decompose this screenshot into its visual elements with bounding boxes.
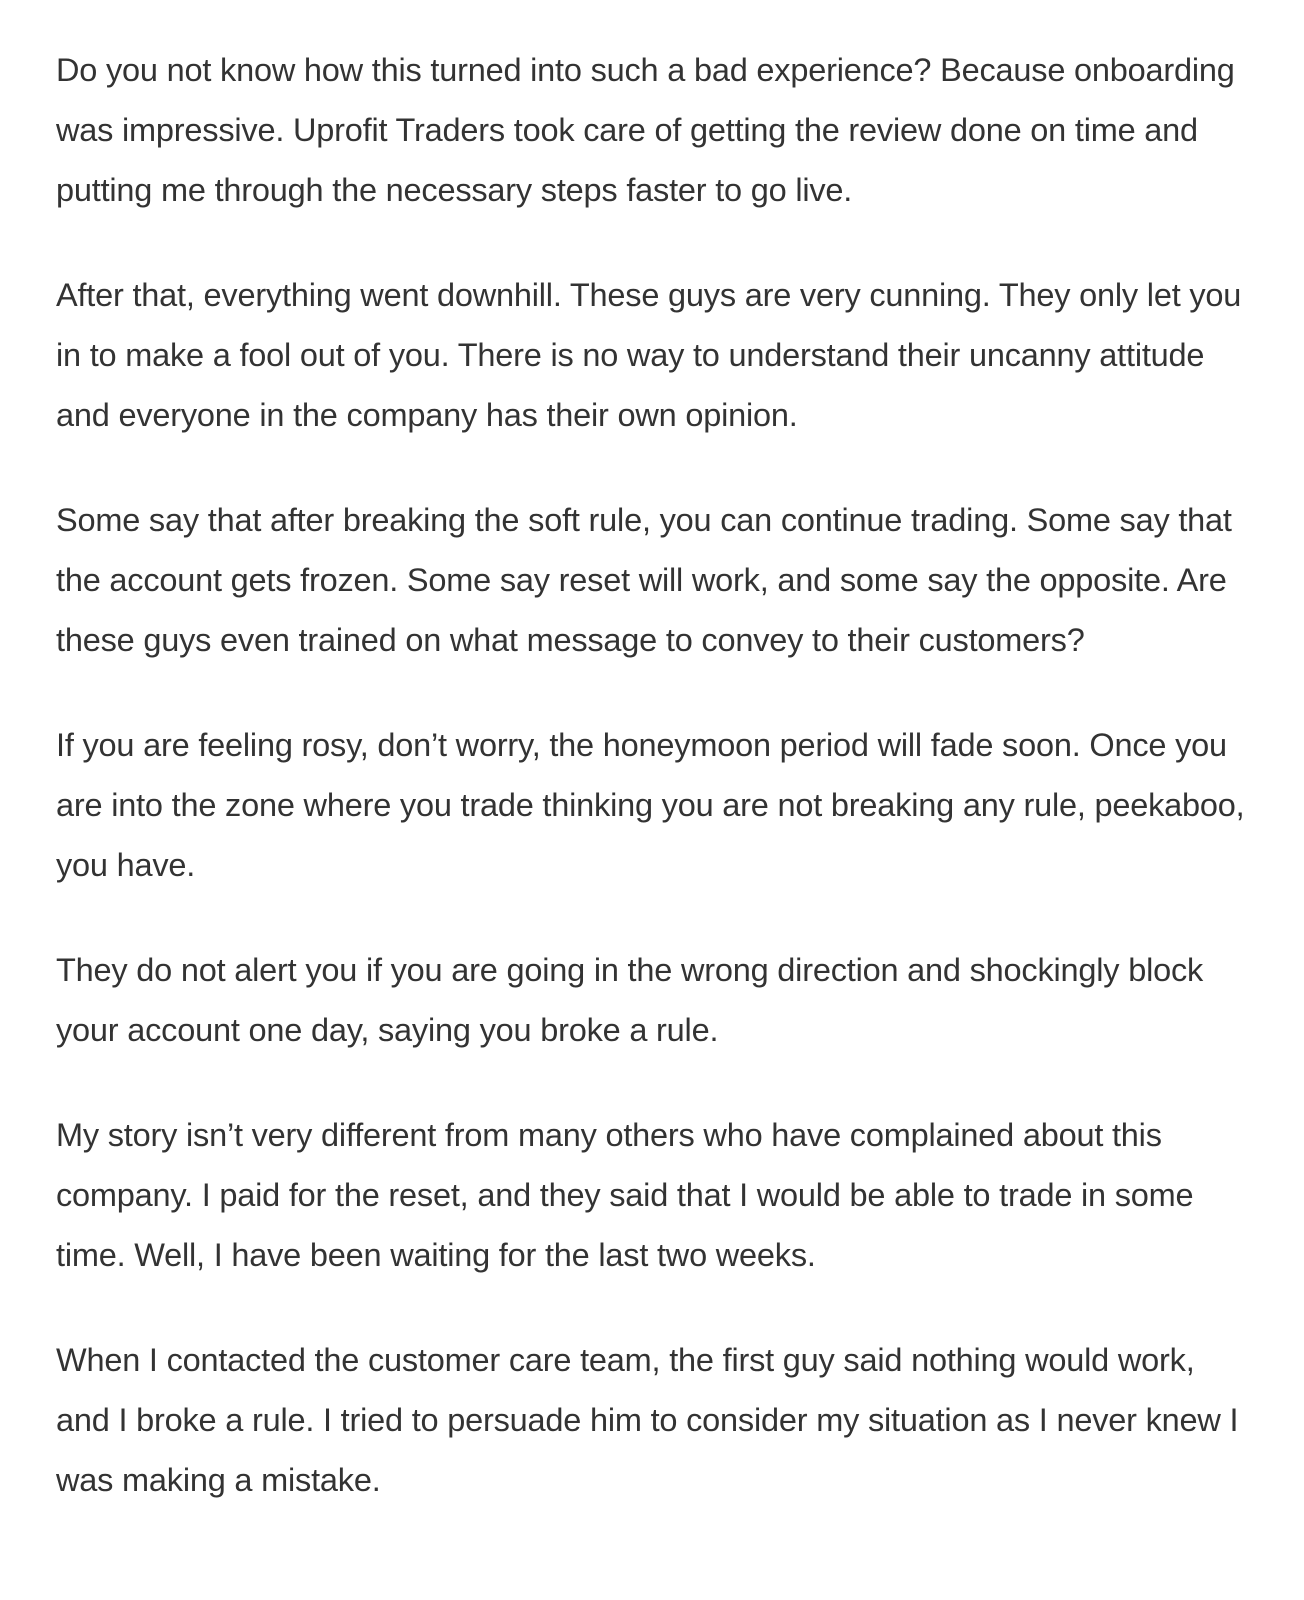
paragraph-onboarding: Do you not know how this turned into such a bad experience? Because onboarding was impressive. Uprofit Traders took care of getting the review done on time and putting me through the necessary steps faster to go live. bbox=[56, 52, 1235, 208]
article-body bbox=[56, 40, 1256, 1510]
paragraph-customer-care: When I contacted the customer care team, the first guy said nothing would work, and I broke a rule. I tried to persuade him to consider my situation as I never knew I was making a mistake. bbox=[56, 1342, 1239, 1498]
paragraph-soft-rule: Some say that after breaking the soft rule, you can continue trading. Some say that the account gets frozen. Some say reset will work, and some say the opposite. Are these guys even trained on what message to convey to their customers? bbox=[56, 502, 1232, 658]
paragraph-downhill: After that, everything went downhill. These guys are very cunning. They only let you in to make a fool out of you. There is no way to understand their uncanny attitude and everyone in the company has their own opinion. bbox=[56, 277, 1242, 433]
paragraph-no-alert: They do not alert you if you are going in the wrong direction and shockingly block your account one day, saying you broke a rule. bbox=[56, 952, 1204, 1048]
paragraph-reset-story: My story isn’t very different from many others who have complained about this company. I paid for the reset, and they said that I would be able to trade in some time. Well, I have been waiting for the last two weeks. bbox=[56, 1117, 1194, 1273]
paragraph-honeymoon: If you are feeling rosy, don’t worry, the honeymoon period will fade soon. Once you are into the zone where you trade thinking you are not breaking any rule, peekaboo, you have. bbox=[56, 727, 1245, 883]
